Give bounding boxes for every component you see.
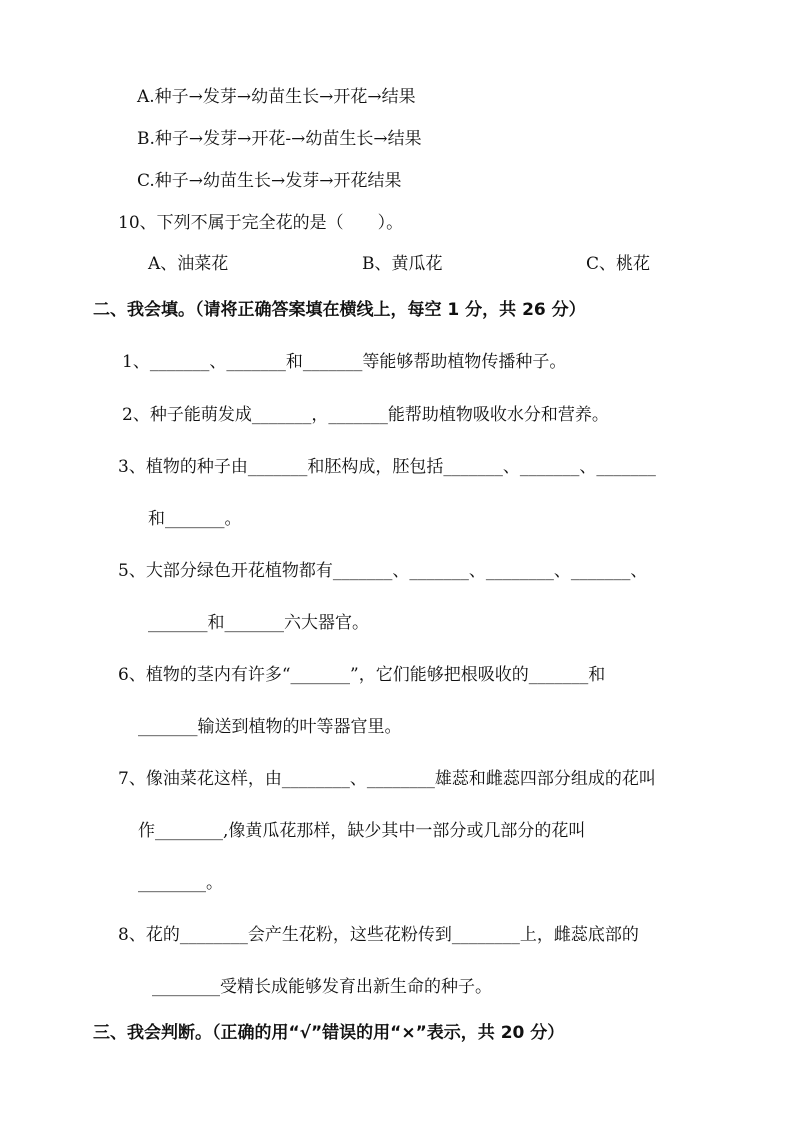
option-a: A.种子→发芽→幼苗生长→开花→结果 bbox=[137, 87, 416, 107]
fill-item-6-cont: _______输送到植物的叶等器官里。 bbox=[138, 717, 402, 737]
fill-item-6: 6、植物的茎内有许多“_______”，它们能够把根吸收的_______和 bbox=[118, 665, 606, 685]
fill-item-5: 5、大部分绿色开花植物都有_______、_______、________、_______、 bbox=[118, 561, 648, 581]
option-a: A、油菜花 bbox=[148, 254, 229, 274]
fill-item-3: 3、植物的种子由_______和胚构成，胚包括_______、_______、_______ bbox=[118, 457, 656, 477]
section-2-heading: 二、我会填。（请将正确答案填在横线上，每空 1 分，共 26 分） bbox=[93, 300, 586, 320]
fill-item-8-cont: ________受精长成能够发育出新生命的种子。 bbox=[152, 977, 492, 997]
option-b: B.种子→发芽→开花-→幼苗生长→结果 bbox=[137, 129, 422, 149]
question-stem: 10、下列不属于完全花的是（ ）。 bbox=[118, 213, 404, 233]
fill-item-7-cont2: ________。 bbox=[138, 873, 223, 893]
fill-item-7-cont: 作________,像黄瓜花那样，缺少其中一部分或几部分的花叫 bbox=[138, 821, 586, 841]
fill-item-7: 7、像油菜花这样，由________、________雄蕊和雌蕊四部分组成的花叫 bbox=[118, 769, 656, 789]
section-3-heading: 三、我会判断。（正确的用“√”错误的用“×”表示，共 20 分） bbox=[93, 1023, 565, 1043]
fill-item-1: 1、_______、_______和_______等能够帮助植物传播种子。 bbox=[122, 352, 567, 372]
fill-item-5-cont: _______和_______六大器官。 bbox=[148, 613, 369, 633]
fill-item-3-cont: 和_______。 bbox=[148, 509, 242, 529]
fill-item-2: 2、种子能萌发成_______，_______能帮助植物吸收水分和营养。 bbox=[122, 405, 609, 425]
option-c: C、桃花 bbox=[586, 254, 651, 274]
option-b: B、黄瓜花 bbox=[362, 254, 443, 274]
fill-item-8: 8、花的________会产生花粉，这些花粉传到________上，雌蕊底部的 bbox=[118, 925, 639, 945]
option-c: C.种子→幼苗生长→发芽→开花结果 bbox=[137, 171, 402, 191]
